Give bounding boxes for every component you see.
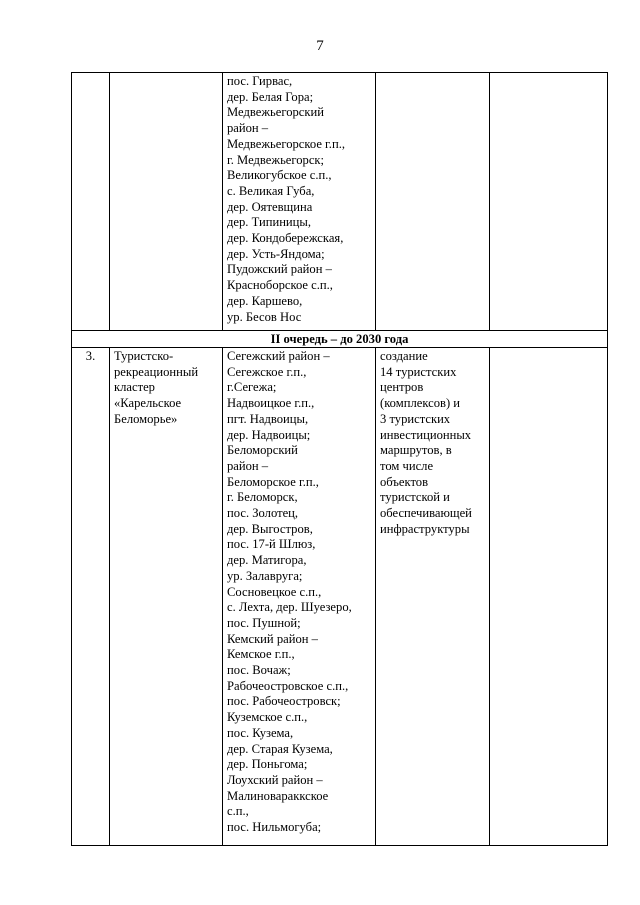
goal-line: (комплексов) и	[380, 396, 461, 411]
location-line: пгт. Надвоицы,	[227, 411, 309, 426]
location-line: Лоухский район –	[227, 772, 323, 787]
stage-header: II очередь – до 2030 года	[72, 331, 608, 348]
location-line: пос. 17-й Шлюз,	[227, 537, 316, 552]
location-line: Медвежьегорский	[227, 105, 324, 120]
location-line: Сегежское г.п.,	[227, 364, 307, 379]
location-line: пос. Золотец,	[227, 506, 299, 521]
location-line: район –	[227, 121, 269, 136]
location-line: дер. Типиницы,	[227, 215, 312, 230]
goal-line: 3 туристских	[380, 411, 451, 426]
location-line: Сегежский район –	[227, 349, 330, 363]
location-line: Надвоицкое г.п.,	[227, 396, 315, 411]
extra-cell	[490, 348, 608, 846]
table-row	[72, 348, 608, 846]
goal-line: том числе	[380, 458, 434, 473]
goal-line: туристской и	[380, 490, 450, 505]
location-line: дер. Надвоицы;	[227, 427, 311, 442]
cluster-name-line: Туристско-	[114, 349, 174, 363]
goal-line: обеспечивающей	[380, 506, 472, 521]
location-line: район –	[227, 458, 269, 473]
extra-cell	[490, 73, 608, 331]
location-line: дер. Выгостров,	[227, 521, 313, 536]
location-line: Сосновецкое с.п.,	[227, 584, 322, 599]
goal-cell	[376, 348, 490, 846]
table-row	[72, 73, 608, 331]
location-line: пос. Кузема,	[227, 725, 294, 740]
location-line: Красноборское с.п.,	[227, 278, 333, 293]
stage-header-row	[72, 331, 608, 348]
location-line: с. Лехта, дер. Шуезеро,	[227, 600, 352, 615]
cluster-name-line: кластер	[114, 380, 155, 395]
location-line: Пудожский район –	[227, 262, 332, 277]
location-line: дер. Матигора,	[227, 553, 307, 568]
location-line: с.п.,	[227, 804, 249, 819]
cluster-name-line: Беломорье»	[114, 411, 178, 426]
cluster-name-line: рекреационный	[114, 364, 199, 379]
location-line: дер. Кондобережская,	[227, 231, 344, 246]
location-line: дер. Поньгома;	[227, 757, 308, 772]
location-line: дер. Белая Гора;	[227, 89, 314, 104]
location-line: дер. Старая Кузема,	[227, 741, 333, 756]
goal-cell	[376, 73, 490, 331]
goal-line: объектов	[380, 474, 429, 489]
locations-cell	[223, 348, 376, 846]
locations-cell	[223, 73, 376, 331]
cluster-name-cell	[110, 73, 223, 331]
goal-line: центров	[380, 380, 424, 395]
location-line: дер. Оятевщина	[227, 199, 313, 214]
location-line: пос. Нильмогуба;	[227, 820, 322, 835]
location-line: ур. Бесов Нос	[227, 309, 302, 324]
location-line: г. Беломорск,	[227, 490, 298, 505]
cluster-name-cell	[110, 348, 223, 846]
location-line: Куземское с.п.,	[227, 710, 308, 725]
goal-line: 14 туристских	[380, 364, 457, 379]
location-line: Кемский район –	[227, 631, 318, 646]
location-line: г.Сегежа;	[227, 380, 277, 395]
location-line: дер. Каршево,	[227, 293, 303, 308]
location-line: пос. Вочаж;	[227, 663, 291, 678]
location-line: Медвежьегорское г.п.,	[227, 136, 345, 151]
goal-line: создание	[380, 349, 428, 363]
location-line: Великогубское с.п.,	[227, 168, 332, 183]
row-number-cell: 3.	[72, 348, 110, 846]
location-line: пос. Пушной;	[227, 615, 301, 630]
location-line: г. Медвежьегорск;	[227, 152, 325, 167]
location-line: дер. Усть-Яндома;	[227, 246, 325, 261]
location-line: пос. Гирвас,	[227, 74, 293, 88]
location-line: пос. Рабочеостровск;	[227, 694, 341, 709]
location-line: ур. Залавруга;	[227, 568, 303, 583]
location-line: Рабочеостровское с.п.,	[227, 678, 349, 693]
location-line: Малиновараккское	[227, 788, 329, 803]
cluster-table	[71, 72, 608, 846]
page-number: 7	[316, 38, 324, 54]
cluster-name-line: «Карельское	[114, 396, 182, 411]
location-line: с. Великая Губа,	[227, 183, 315, 198]
goal-line: маршрутов, в	[380, 443, 452, 458]
goal-line: инфраструктуры	[380, 521, 470, 536]
location-line: Кемское г.п.,	[227, 647, 295, 662]
row-number-cell	[72, 73, 110, 331]
goal-line: инвестиционных	[380, 427, 472, 442]
location-line: Беломорский	[227, 443, 298, 458]
location-line: Беломорское г.п.,	[227, 474, 319, 489]
